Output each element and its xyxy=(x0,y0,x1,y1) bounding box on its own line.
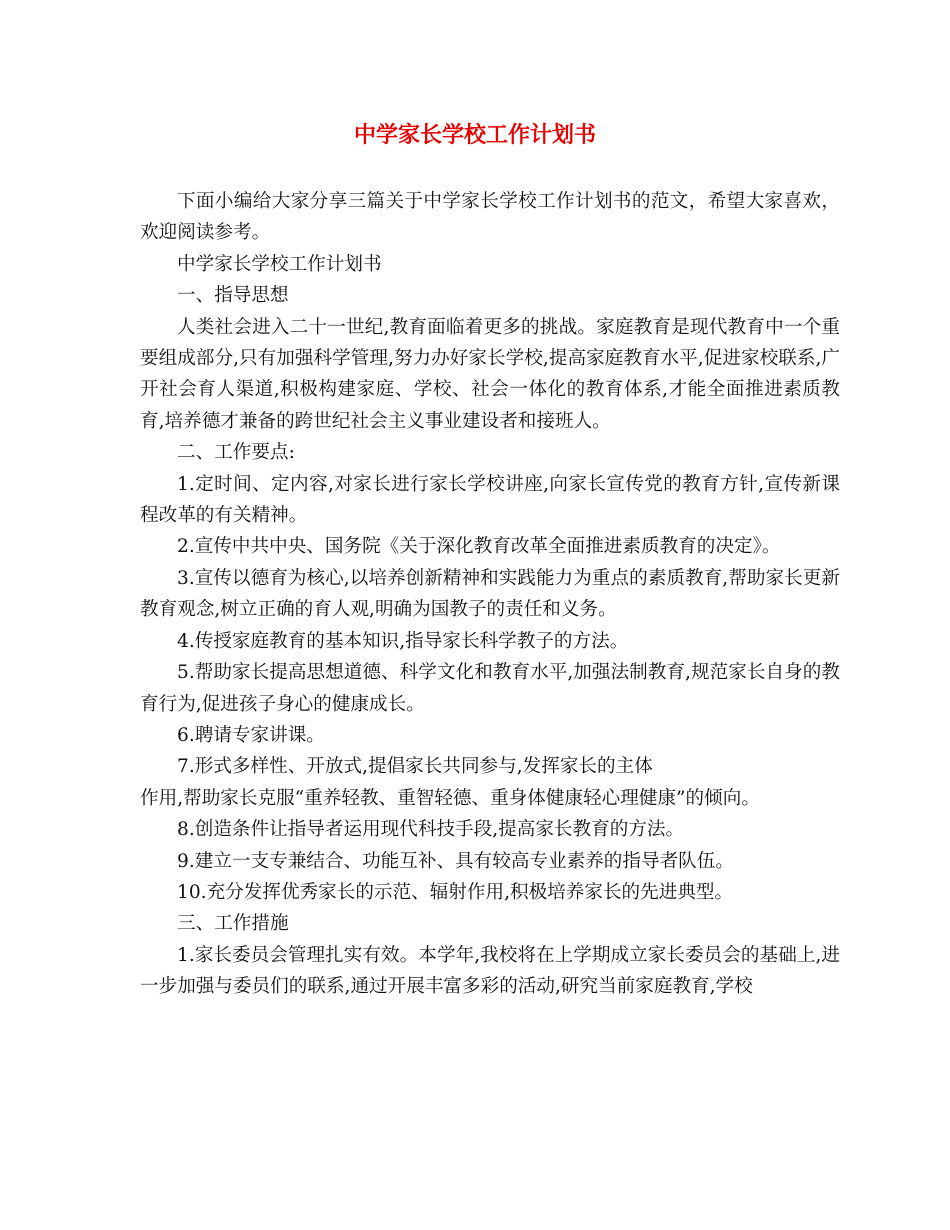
list-item: 5.帮助家长提高思想道德、科学文化和教育水平,加强法制教育,规范家长自身的教育行为,促进孩子身心的健康成长。 xyxy=(140,662,840,715)
paragraph-subtitle: 中学家长学校工作计划书 xyxy=(177,253,382,275)
paragraph-guiding-thought: 人类社会进入二十一世纪,教育面临着更多的挑战。家庭教育是现代教育中一个重要组成部分,只有加强科学管理,努力办好家长学校,提高家庭教育水平,促进家校联系,广开社会育人渠道,积极构建家庭、学校、社会一体化的教育体系,才能全面推进素质教育,培养德才兼备的跨世纪社会主义事业建设者和接班人。 xyxy=(140,316,840,432)
list-item: 2.宣传中共中央、国务院《关于深化教育改革全面推进素质教育的决定》。 xyxy=(177,536,781,558)
paragraph-intro: 下面小编给大家分享三篇关于中学家长学校工作计划书的范文，希望大家喜欢，欢迎阅读参考。 xyxy=(140,191,840,244)
list-item: 9.建立一支专兼结合、功能互补、具有较高专业素养的指导者队伍。 xyxy=(177,850,734,872)
document-title: 中学家长学校工作计划书 xyxy=(353,122,596,148)
list-item: 4.传授家庭教育的基本知识,指导家长科学教子的方法。 xyxy=(177,630,629,652)
section-heading-guiding-thought: 一、指导思想 xyxy=(177,285,289,307)
list-item: 6.聘请专家讲课。 xyxy=(177,724,325,746)
section-heading-measures: 三、工作措施 xyxy=(177,913,289,935)
section-heading-work-points: 二、工作要点: xyxy=(177,442,295,464)
list-item: 1.定时间、定内容,对家长进行家长学校讲座,向家长宣传党的教育方针,宣传新课程改革的有关精神。 xyxy=(140,473,840,527)
list-item-continuation: 作用,帮助家长克服“重养轻教、重智轻德、重身体健康轻心理健康”的倾向。 xyxy=(140,787,760,809)
list-item: 10.充分发挥优秀家长的示范、辐射作用,积极培养家长的先进典型。 xyxy=(177,881,734,903)
list-item: 3.宣传以德育为核心,以培养创新精神和实践能力为重点的素质教育,帮助家长更新教育观念,树立正确的育人观,明确为国教子的责任和义务。 xyxy=(140,567,840,621)
list-item: 8.创造条件让指导者运用现代科技手段,提高家长教育的方法。 xyxy=(177,819,685,841)
list-item: 7.形式多样性、开放式,提倡家长共同参与,发挥家长的主体 xyxy=(177,756,653,778)
list-item: 1.家长委员会管理扎实有效。本学年,我校将在上学期成立家长委员会的基础上,进一步加强与委员们的联系,通过开展丰富多彩的活动,研究当前家庭教育,学校 xyxy=(140,944,840,998)
document-body xyxy=(140,186,840,1003)
